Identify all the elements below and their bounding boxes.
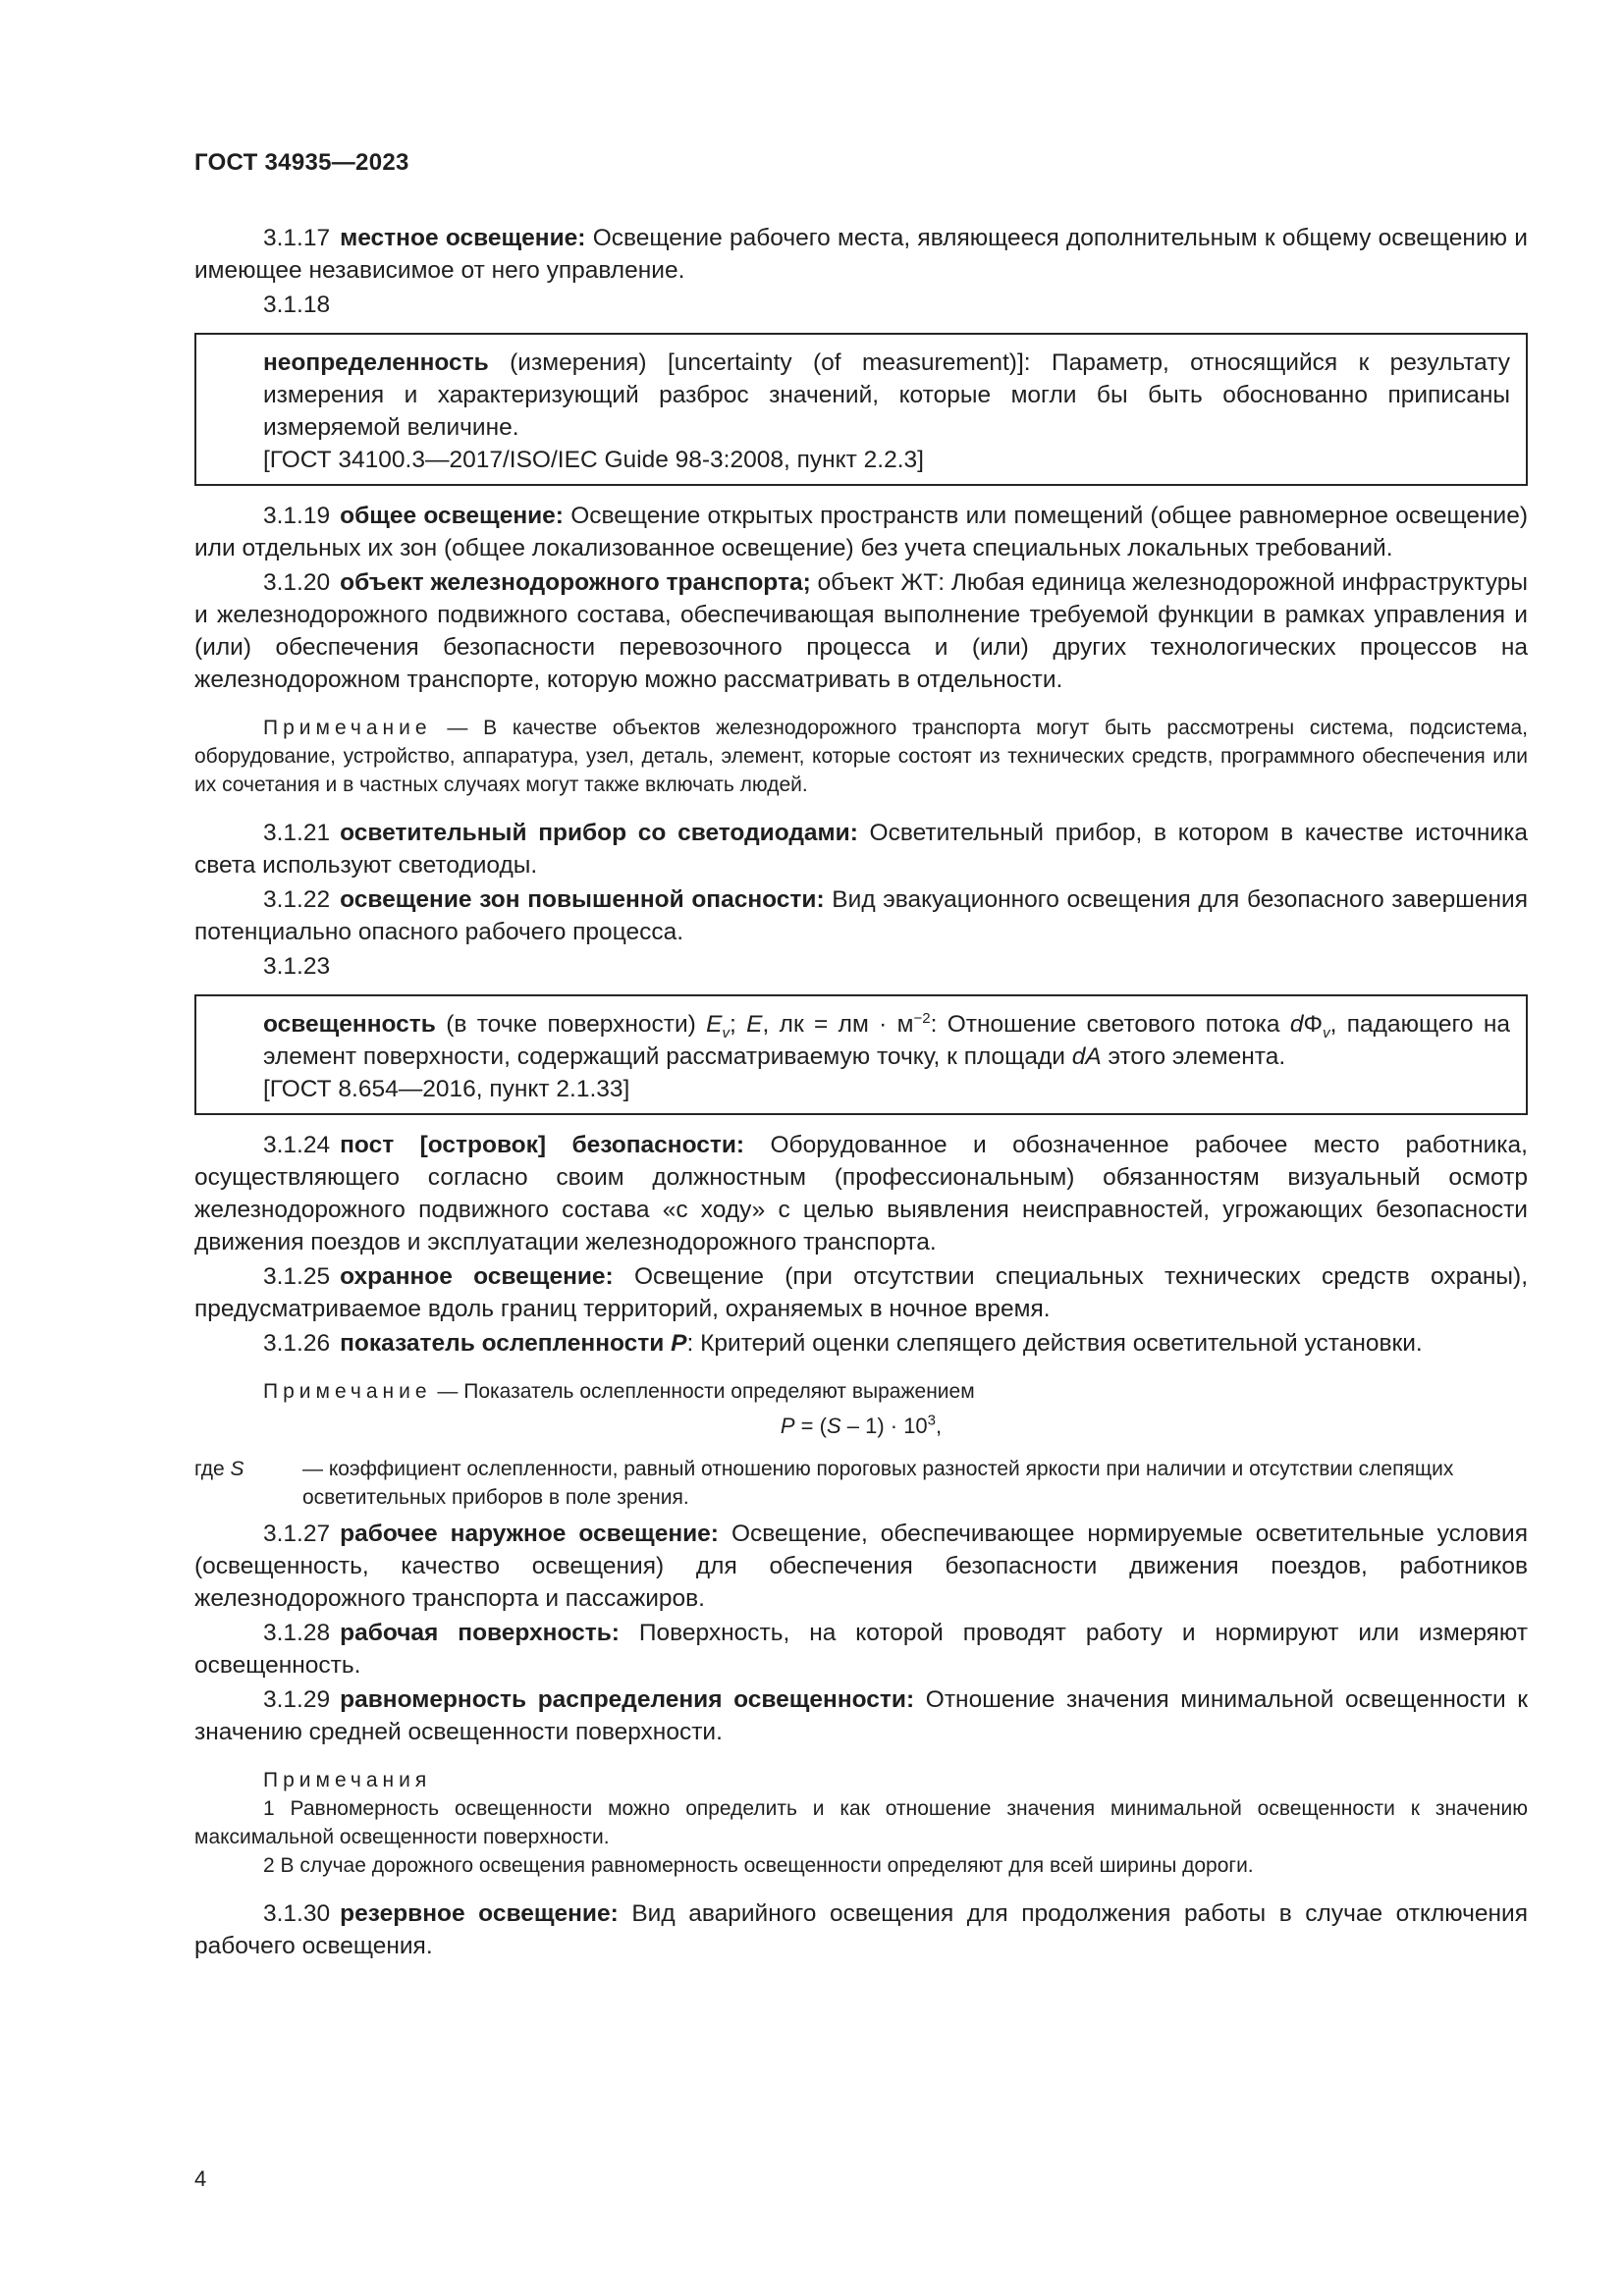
unit-text: , лк = лм · м [762, 1011, 914, 1038]
term-number: 3.1.21 [263, 820, 331, 846]
term-number: 3.1.27 [263, 1521, 331, 1547]
term-name: пост [островок] безопасности: [340, 1132, 745, 1158]
term-number: 3.1.23 [263, 953, 331, 980]
note-label: Примечание [263, 717, 432, 739]
term-name: освещенность [263, 1011, 436, 1038]
term-3-1-27 [194, 1518, 1528, 1615]
term-definition: объект ЖТ: Любая единица железнодорожной инфраструктуры и железнодорожного подвижного состава, обеспечивающая выполнение требуемой функции в рамках управления и (или) обеспечения безопасности перевозочного процесса и (или) других технологических процессов на железнодорожном транспорте, которую можно рассматривать в отдельности. [194, 569, 1529, 693]
note-text: — В качестве объектов железнодорожного транспорта могут быть рассмотрены система, подсистема, оборудование, устройство, аппаратура, узел, деталь, элемент, которые состоят из технических средств, программного обеспечения или их сочетания и в частных случаях могут также включать людей. [194, 717, 1528, 796]
term-name: осветительный прибор со светодиодами: [340, 820, 858, 846]
symbol-da: dA [1071, 1043, 1102, 1070]
notes [194, 1766, 1528, 1880]
term-name: показатель ослепленности [340, 1330, 665, 1357]
term-name: равномерность распределения освещенности: [340, 1686, 915, 1713]
term-3-1-20 [194, 566, 1528, 696]
term-source: [ГОСТ 34100.3—2017/ISO/IEC Guide 98-3:2008, пункт 2.2.3] [263, 447, 924, 473]
term-number: 3.1.17 [263, 225, 331, 251]
term-3-1-17 [194, 222, 1528, 287]
term-name: общее освещение: [340, 503, 564, 529]
legend-value: — коэффициент ослепленности, равный отношению пороговых разностей яркости при наличии и отсутствии слепящих осветительных приборов в поле зрения. [302, 1458, 1454, 1509]
quoted-term-box [194, 994, 1528, 1115]
notes-title: Примечания [263, 1769, 432, 1791]
formula-exponent: 3 [927, 1412, 937, 1429]
formula-part: , [936, 1414, 943, 1438]
term-number: 3.1.22 [263, 886, 331, 913]
term-number: 3.1.26 [263, 1330, 331, 1357]
term-number: 3.1.25 [263, 1263, 331, 1290]
term-name: охранное освещение: [340, 1263, 614, 1290]
symbol-sub-v: v [1323, 1024, 1330, 1041]
term-definition: Вид аварийного освещения для продолжения работы в случае отключения рабочего освещения. [194, 1900, 1528, 1959]
term-qualifier: (в точке поверхности) [435, 1011, 707, 1038]
term-3-1-18 [263, 347, 1510, 444]
term-3-1-29 [194, 1683, 1528, 1748]
term-definition: : Критерий оценки слепящего действия осветительной установки. [686, 1330, 1423, 1357]
legend-key [194, 1455, 302, 1512]
quoted-term-box [194, 333, 1528, 486]
term-name: резервное освещение: [340, 1900, 619, 1927]
term-definition: , падающего на элемент поверхности, содержащий рассматриваемую точку, к площади [263, 1011, 1510, 1070]
formula [194, 1412, 1528, 1441]
unit-exponent: −2 [913, 1009, 931, 1027]
term-definition: Вид эвакуационного освещения для безопасного завершения потенциально опасного рабочего процесса. [194, 886, 1528, 945]
term-definition: Поверхность, на которой проводят работу и нормируют или измеряют освещенность. [194, 1620, 1528, 1679]
symbol-d: d [1289, 1011, 1304, 1038]
term-name: неопределенность [263, 349, 489, 376]
term-name: местное освещение: [340, 225, 586, 251]
term-3-1-23 [263, 1008, 1510, 1073]
term-number: 3.1.28 [263, 1620, 331, 1646]
formula-legend [194, 1455, 1528, 1512]
term-definition: Освещение рабочего места, являющееся дополнительным к общему освещению и имеющее независимое от него управление. [194, 225, 1528, 284]
term-3-1-25 [194, 1260, 1528, 1325]
term-3-1-30 [194, 1897, 1528, 1962]
note-text: — Показатель ослепленности определяют выражением [431, 1380, 975, 1403]
term-3-1-24 [194, 1129, 1528, 1258]
term-definition: этого элемента. [1101, 1043, 1286, 1070]
formula-part: – 1) · 10 [840, 1414, 928, 1438]
term-3-1-19 [194, 500, 1528, 564]
term-3-1-22 [194, 883, 1528, 948]
term-definition: : Отношение светового потока [930, 1011, 1290, 1038]
formula-symbol-p: P [780, 1414, 795, 1438]
note [194, 714, 1528, 799]
term-definition: Отношение значения минимальной освещенности к значению средней освещенности поверхности. [194, 1686, 1528, 1745]
symbol-e: E [706, 1011, 723, 1038]
term-name: рабочее наружное освещение: [340, 1521, 719, 1547]
document-body [194, 222, 1528, 1964]
term-number: 3.1.20 [263, 569, 331, 596]
page-header: ГОСТ 34935—2023 [194, 149, 409, 176]
term-definition: (измерения) [uncertainty (of measurement)]: Параметр, относящийся к результату измерения и характеризующий разброс значений, которые могли бы быть обоснованно приписаны измеряемой величине. [263, 349, 1510, 441]
term-definition: Освещение (при отсутствии специальных технических средств охраны), предусматриваемое вдоль границ территорий, охраняемых в ночное время. [194, 1263, 1528, 1322]
term-3-1-28 [194, 1617, 1528, 1682]
term-definition: Освещение, обеспечивающее нормируемые осветительные условия (освещенность, качество освещения) для обеспечения безопасности движения поездов, работников железнодорожного транспорта и пассажиров. [194, 1521, 1528, 1612]
term-3-1-21 [194, 817, 1528, 881]
term-number: 3.1.18 [263, 292, 331, 318]
symbol-p: P [671, 1330, 687, 1357]
formula-symbol-s: S [826, 1414, 841, 1438]
symbol-e: E [746, 1011, 763, 1038]
note-label: Примечание [263, 1380, 432, 1403]
term-number: 3.1.29 [263, 1686, 331, 1713]
term-definition: Оборудованное и обозначенное рабочее место работника, осуществляющего согласно своим должностным (профессиональным) обязанностям визуальный осмотр железнодорожного подвижного состава «с ходу» с целью выявления неисправностей, угрожающих безопасности движения поездов и эксплуатации железнодорожного транспорта. [194, 1132, 1528, 1255]
legend-word: где [194, 1458, 231, 1480]
term-number: 3.1.30 [263, 1900, 331, 1927]
note [194, 1377, 1528, 1406]
separator: ; [730, 1011, 747, 1038]
term-name: рабочая поверхность: [340, 1620, 620, 1646]
note-item: 1 Равномерность освещенности можно определить и как отношение значения минимальной освещенности к значению максимальной освещенности поверхности. [194, 1797, 1528, 1848]
term-3-1-26 [194, 1327, 1528, 1360]
term-number: 3.1.24 [263, 1132, 331, 1158]
term-definition: Осветительный прибор, в котором в качестве источника света используют светодиоды. [194, 820, 1528, 879]
term-name: объект железнодорожного транспорта; [340, 569, 811, 596]
page-number: 4 [194, 2166, 207, 2191]
formula-part: = ( [794, 1414, 827, 1438]
note-item: 2 В случае дорожного освещения равномерность освещенности определяют для всей ширины дороги. [263, 1854, 1254, 1877]
term-definition: Освещение открытых пространств или помещений (общее равномерное освещение) или отдельных их зон (общее локализованное освещение) без учета специальных локальных требований. [194, 503, 1528, 561]
symbol-sub-v: v [722, 1024, 730, 1041]
symbol-phi: Φ [1303, 1011, 1324, 1038]
term-number: 3.1.19 [263, 503, 331, 529]
term-source: [ГОСТ 8.654—2016, пункт 2.1.33] [263, 1076, 630, 1102]
legend-symbol: S [230, 1458, 244, 1480]
term-name: освещение зон повышенной опасности: [340, 886, 825, 913]
